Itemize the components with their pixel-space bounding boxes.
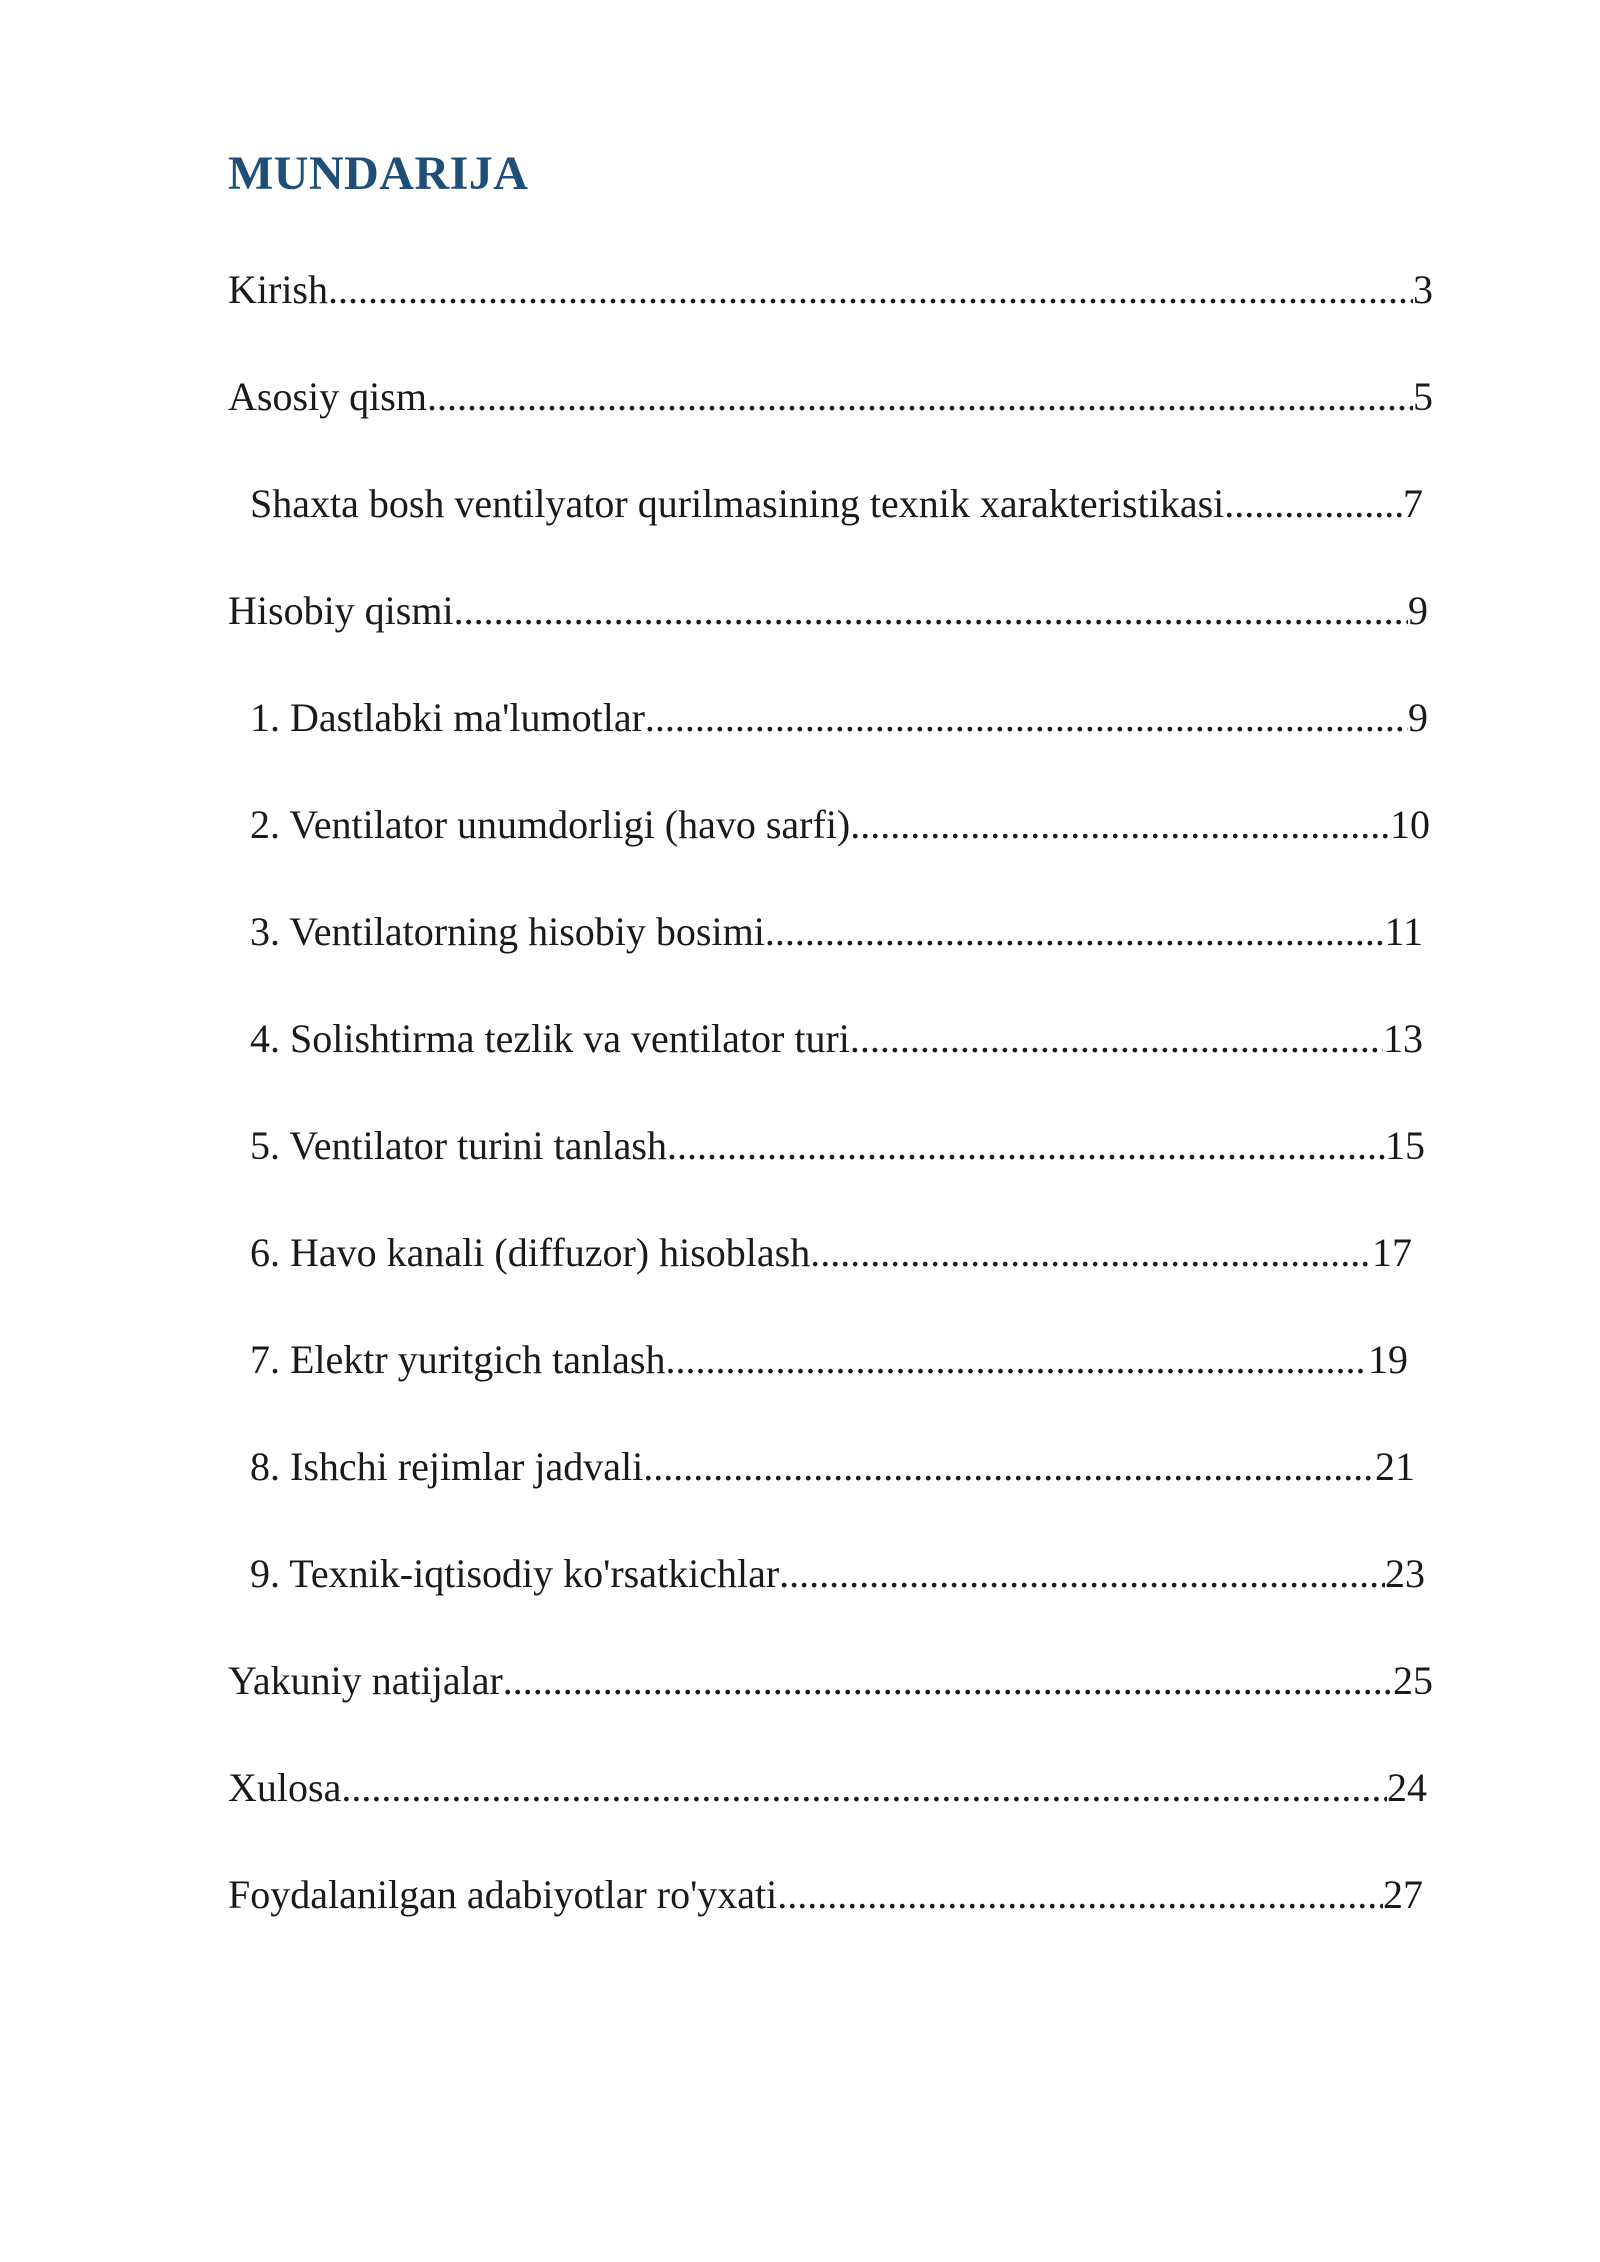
toc-entry-texnik-iqtisodiy[interactable] (250, 1551, 1425, 1602)
toc-entry-label: Asosiy qism (228, 374, 427, 419)
toc-page-number: 11 (1384, 909, 1423, 954)
toc-page-number: 10 (1390, 802, 1430, 847)
toc-entry-label: 5. Ventilator turini tanlash (250, 1123, 667, 1168)
toc-page-number: 9 (1408, 588, 1428, 633)
toc-heading: MUNDARIJA (228, 147, 529, 200)
toc-entry-havo-kanali[interactable] (250, 1230, 1412, 1281)
dot-leader (341, 1768, 1387, 1808)
toc-entry-foydalanilgan-adabiyotlar[interactable] (228, 1872, 1423, 1923)
toc-entry-dastlabki-malumotlar[interactable] (250, 695, 1428, 746)
toc-entry-label: Yakuniy natijalar (228, 1658, 503, 1703)
toc-entry-label: 1. Dastlabki ma'lumotlar (250, 695, 645, 740)
toc-entry-label: Shaxta bosh ventilyator qurilmasining texnik xarakteristikasi (250, 481, 1225, 526)
toc-entry-label: 9. Texnik-iqtisodiy ko'rsatkichlar (250, 1551, 780, 1596)
toc-entry-xulosa[interactable] (228, 1765, 1427, 1816)
toc-page-number: 9 (1408, 695, 1428, 740)
dot-leader (328, 270, 1413, 310)
dot-leader (665, 1340, 1368, 1380)
toc-entry-ishchi-rejimlar[interactable] (250, 1444, 1415, 1495)
toc-entry-label: 7. Elektr yuritgich tanlash (250, 1337, 666, 1382)
toc-entry-label: Xulosa (228, 1765, 342, 1810)
toc-page-number: 19 (1368, 1337, 1408, 1382)
toc-entry-solishtirma-tezlik[interactable] (250, 1016, 1423, 1067)
dot-leader (643, 1447, 1375, 1487)
toc-page-number: 27 (1383, 1872, 1423, 1917)
dot-leader (645, 698, 1408, 738)
toc-entry-elektr-yuritgich[interactable] (250, 1337, 1408, 1388)
toc-page-number: 25 (1393, 1658, 1433, 1703)
toc-page-number: 17 (1372, 1230, 1412, 1275)
toc-entry-hisobiy-bosimi[interactable] (250, 909, 1423, 960)
toc-page-number: 24 (1387, 1765, 1427, 1810)
toc-entry-ventilator-turini-tanlash[interactable] (250, 1123, 1425, 1174)
dot-leader (427, 377, 1413, 417)
dot-leader (810, 1233, 1372, 1273)
toc-entry-asosiy-qism[interactable] (228, 374, 1433, 425)
dot-leader (850, 1019, 1383, 1059)
toc-entry-label: Foydalanilgan adabiyotlar ro'yxati (228, 1872, 778, 1917)
dot-leader (454, 591, 1408, 631)
toc-entry-label: 8. Ishchi rejimlar jadvali (250, 1444, 644, 1489)
toc-entry-yakuniy-natijalar[interactable] (228, 1658, 1433, 1709)
toc-entry-label: Kirish (228, 267, 328, 312)
toc-page-number: 21 (1375, 1444, 1415, 1489)
dot-leader (765, 912, 1385, 952)
dot-leader (850, 805, 1390, 845)
toc-page-number: 13 (1383, 1016, 1423, 1061)
toc-entry-kirish[interactable] (228, 267, 1433, 318)
dot-leader (779, 1554, 1385, 1594)
toc-entry-hisobiy-qismi[interactable] (228, 588, 1428, 639)
toc-entry-ventilator-unumdorligi[interactable] (250, 802, 1430, 853)
toc-page-number: 23 (1385, 1551, 1425, 1596)
toc-entry-texnik-xarakteristika[interactable] (250, 481, 1423, 532)
dot-leader (667, 1126, 1385, 1166)
toc-page-number: 7 (1403, 481, 1423, 526)
toc-entry-label: 2. Ventilator unumdorligi (havo sarfi) (250, 802, 851, 847)
dot-leader (777, 1875, 1383, 1915)
toc-entry-label: 3. Ventilatorning hisobiy bosimi (250, 909, 765, 954)
dot-leader (503, 1661, 1393, 1701)
toc-entry-label: 6. Havo kanali (diffuzor) hisoblash (250, 1230, 811, 1275)
toc-entry-label: Hisobiy qismi (228, 588, 454, 633)
toc-entry-label: 4. Solishtirma tezlik va ventilator turi (250, 1016, 850, 1061)
toc-page-number: 5 (1413, 374, 1433, 419)
toc-page-number: 15 (1385, 1123, 1425, 1168)
dot-leader (1224, 484, 1403, 524)
toc-page-number: 3 (1413, 267, 1433, 312)
